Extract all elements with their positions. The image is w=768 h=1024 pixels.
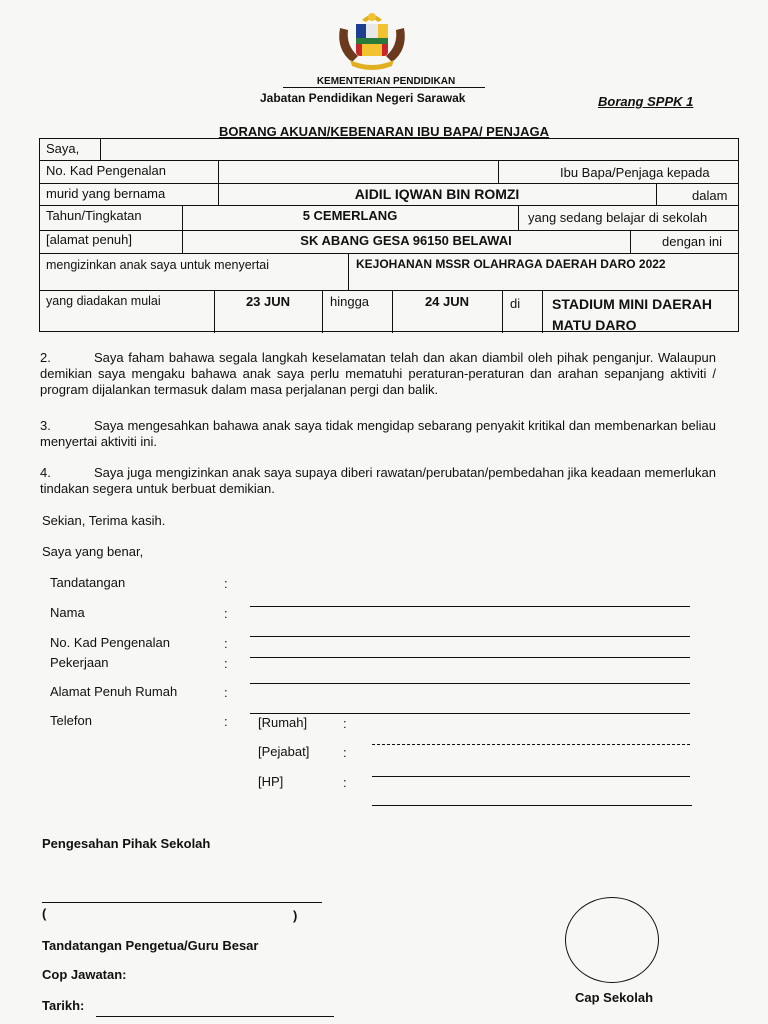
colon: :: [343, 775, 347, 790]
allow-label: mengizinkan anak saya untuk menyertai: [46, 258, 270, 272]
date-field[interactable]: [96, 1016, 334, 1017]
position-stamp-label: Cop Jawatan:: [42, 967, 127, 982]
office-phone-field[interactable]: [372, 776, 690, 777]
office-phone-label: [Pejabat]: [258, 744, 310, 759]
job-field[interactable]: [250, 657, 690, 658]
ministry-name: KEMENTERIAN PENDIDIKAN: [0, 76, 768, 87]
open-paren: (: [42, 906, 47, 921]
event-name: KEJOHANAN MSSR OLAHRAGA DAERAH DARO 2022: [356, 257, 666, 271]
di-label: di: [510, 296, 521, 311]
end-date: 24 JUN: [424, 294, 470, 309]
school-stamp-circle: [565, 897, 659, 983]
form-title: BORANG AKUAN/KEBENARAN IBU BAPA/ PENJAGA: [218, 124, 550, 139]
colon: :: [224, 606, 228, 621]
signature-label: Tandatangan: [50, 575, 126, 590]
colon: :: [224, 714, 228, 729]
home-phone-field[interactable]: [372, 744, 690, 745]
principal-signature-line[interactable]: [42, 902, 322, 903]
student-name: AIDIL IQWAN BIN ROMZI: [354, 186, 520, 202]
close-paren: ): [293, 908, 298, 923]
hingga-label: hingga: [330, 294, 370, 309]
closing-sincerely: Saya yang benar,: [42, 544, 144, 559]
venue-line-1: STADIUM MINI DAERAH: [552, 296, 712, 312]
student-label: murid yang bernama: [46, 186, 166, 201]
name-label: Nama: [50, 605, 85, 620]
ic-field-label: No. Kad Pengenalan: [50, 635, 170, 650]
dengan-ini-label: dengan ini: [662, 234, 722, 249]
department-name: Jabatan Pendidikan Negeri Sarawak: [260, 91, 466, 105]
name-field[interactable]: [250, 606, 690, 607]
colon: :: [224, 576, 228, 591]
home-phone-label: [Rumah]: [258, 715, 308, 730]
held-from-label: yang diadakan mulai: [46, 294, 161, 308]
colon: :: [224, 656, 228, 671]
class-label: Tahun/Tingkatan: [46, 208, 142, 223]
principal-signature-label: Tandatangan Pengetua/Guru Besar: [42, 938, 259, 953]
colon: :: [224, 636, 228, 651]
paragraph-3: 3. Saya mengesahkan bahawa anak saya tidak mengidap sebarang penyakit kritikal dan membenarkan beliau menyertai aktiviti ini.: [40, 418, 716, 449]
school-verification-heading: Pengesahan Pihak Sekolah: [42, 836, 211, 851]
saya-label: Saya,: [46, 141, 80, 156]
ic-label: No. Kad Pengenalan: [46, 163, 166, 178]
parent-of-label: Ibu Bapa/Penjaga kepada: [560, 165, 710, 180]
colon: :: [224, 685, 228, 700]
colon: :: [343, 745, 347, 760]
colon: :: [343, 716, 347, 731]
class-value: 5 CEMERLANG: [302, 208, 398, 223]
hp-field[interactable]: [372, 805, 692, 806]
coat-of-arms-icon: [332, 10, 412, 72]
consent-form-table: [39, 138, 739, 332]
date-label: Tarikh:: [42, 998, 85, 1013]
closing-thanks: Sekian, Terima kasih.: [42, 513, 166, 528]
paragraph-2: 2. Saya faham bahawa segala langkah keselamatan telah dan akan diambil oleh pihak penganjur. Walaupun demikian saya mengaku bahawa anak saya perlu mematuhi peraturan-peraturan dan arahan sepanjang aktiviti / program dijalankan termasuk dalam masa perjalanan pergi dan balik.: [40, 350, 716, 397]
dalam-label: dalam: [692, 188, 728, 203]
job-label: Pekerjaan: [50, 655, 109, 670]
form-code: Borang SPPK 1: [598, 94, 694, 109]
home-address-field[interactable]: [250, 683, 690, 684]
address-continuation-field[interactable]: [250, 713, 690, 714]
start-date: 23 JUN: [245, 294, 291, 309]
home-address-label: Alamat Penuh Rumah: [50, 684, 178, 699]
phone-label: Telefon: [50, 713, 92, 728]
studying-at-label: yang sedang belajar di sekolah: [528, 210, 708, 225]
school-stamp-label: Cap Sekolah: [575, 990, 654, 1005]
hp-label: [HP]: [258, 774, 284, 789]
venue-line-2: MATU DARO: [552, 317, 637, 333]
paragraph-4: 4. Saya juga mengizinkan anak saya supaya diberi rawatan/perubatan/pembedahan jika keadaan memerlukan tindakan segera untuk berbuat demikian.: [40, 465, 716, 496]
address-value: SK ABANG GESA 96150 BELAWAI: [300, 233, 512, 248]
ic-field[interactable]: [250, 636, 690, 637]
address-label: [alamat penuh]: [46, 232, 133, 247]
